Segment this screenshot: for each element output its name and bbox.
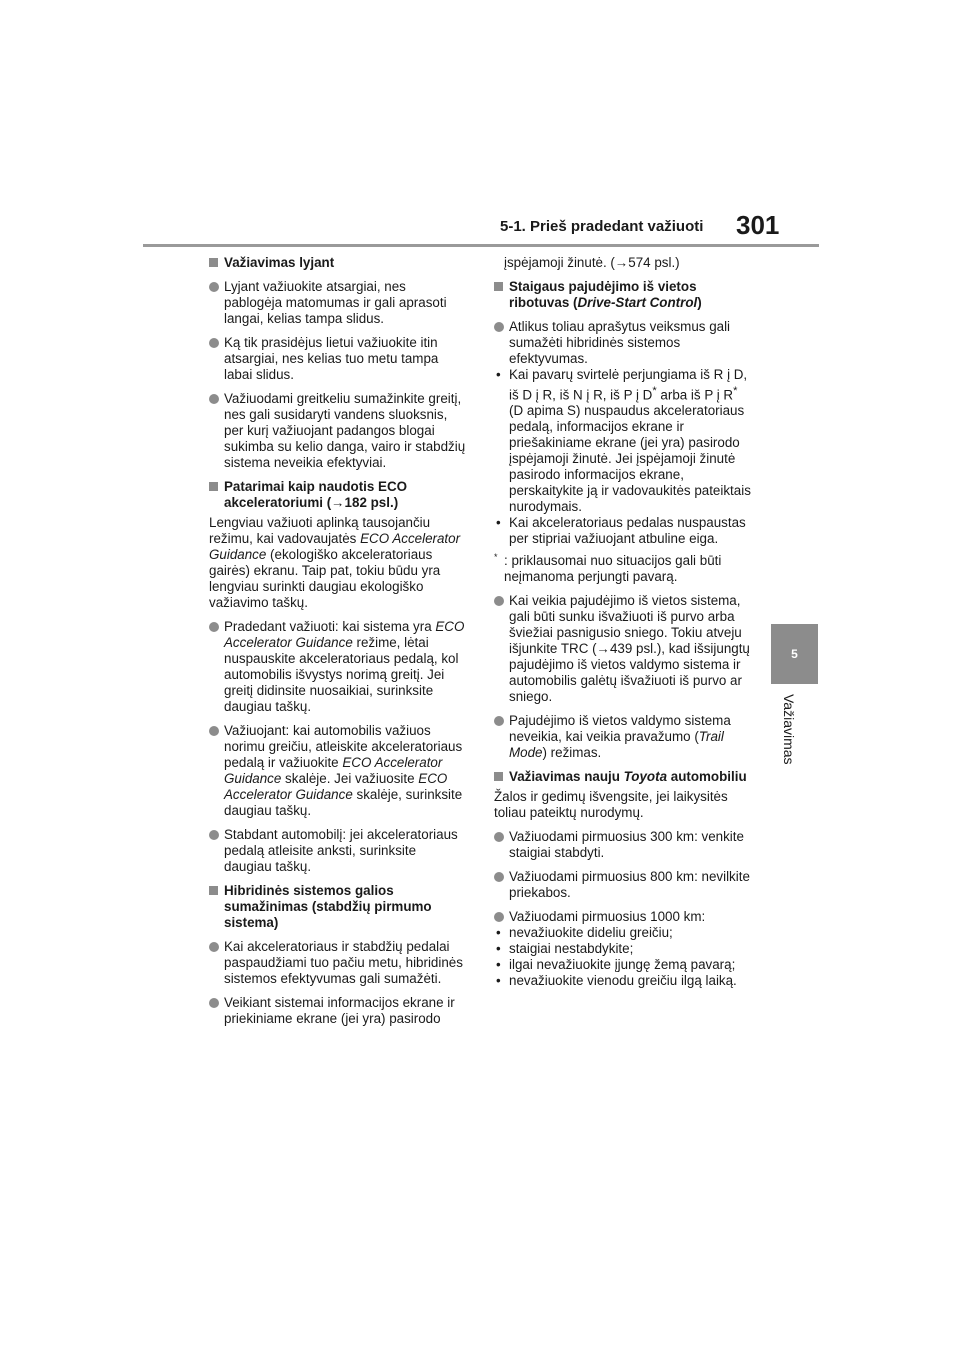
dash-item: • staigiai nestabdykite; [494, 941, 752, 957]
list-item: Atlikus toliau aprašytus veiksmus gali sumažėti hibridinės sistemos efektyvumas. [494, 319, 752, 367]
chapter-label-text: Važiavimas [781, 694, 797, 765]
right-column [494, 255, 752, 989]
dash-item: • Kai akceleratoriaus pedalas nuspaustas per stipriai važiuojant atbuline eiga. [494, 515, 752, 547]
list-item: Važiuojant: kai automobilis važiuos norimu greičiu, atleiskite akceleratoriaus pedalą ir važiuokite ECO Accelerator Guidance skalėje. Jei važiuosite ECO Accelerator Guidance skalėje, surinksite daugiau taškų. [209, 723, 467, 819]
paragraph: Žalos ir gedimų išvengsite, jei laikysitės toliau pateiktų nurodymų. [494, 789, 728, 821]
paragraph: Lengviau važiuoti aplinką tausojančiu režimu, kai vadovaujatės ECO Accelerator Guidance (ekologiško akceleratoriaus gairės) ekranu. Taip pat, tokiu būdu yra lengviau surinkti daugiau ekologiško važiavimo taškų. [209, 515, 461, 610]
list-item: Lyjant važiuokite atsargiai, nes pablogėja matomumas ir gali aprasoti langai, kelias tampa slidus. [209, 279, 467, 327]
section-title: 5-1. Prieš pradedant važiuoti [500, 218, 704, 235]
list-item: Važiuodami pirmuosius 800 km: nevilkite priekabos. [494, 869, 752, 901]
section-heading-rain: Važiavimas lyjant [209, 255, 467, 271]
chapter-number: 5 [791, 647, 798, 661]
dash-item: • Kai pavarų svirtelė perjungiama iš R į D, iš D į R, iš N į R, iš P į D* arba iš P į R* (D apima S) nuspaudus akceleratoriaus pedalą, informacijos ekrane ir priešakiniame ekrane (jei yra) pasirodo įspėjamoji žinutė. Jei įspėjamoji žinutė pasirodo informacijos ekrane, perskaitykite ją ir vadovaukitės pateiktais nurodymais. [494, 367, 752, 515]
list-item: Važiuodami pirmuosius 1000 km: [494, 909, 752, 925]
list-item: Kai akceleratoriaus ir stabdžių pedalai paspaudžiami tuo pačiu metu, hibridinės sistemos efektyvumas gali sumažėti. [209, 939, 467, 987]
section-heading-drive-start-control: Staigaus pajudėjimo iš vietos ribotuvas (Drive-Start Control) [494, 279, 752, 311]
continued-text: įspėjamoji žinutė. (→574 psl.) [504, 255, 680, 270]
list-item: Važiuodami pirmuosius 300 km: venkite staigiai stabdyti. [494, 829, 752, 861]
list-item: Pradedant važiuoti: kai sistema yra ECO Accelerator Guidance režime, lėtai nuspauskite akceleratoriaus pedalą, kol automobilis išvystys norimą greitį. Jei greitį didinsite nuosaikiai, surinksite daugiau taškų. [209, 619, 467, 715]
footnote: * : priklausomai nuo situacijos gali būti neįmanoma perjungti pavarą. [494, 552, 722, 585]
list-item: Veikiant sistemai informacijos ekrane ir priekiniame ekrane (jei yra) pasirodo [209, 995, 467, 1027]
list-item: Pajudėjimo iš vietos valdymo sistema neveikia, kai veikia pravažumo (Trail Mode) režimas. [494, 713, 752, 761]
list-item: Kai veikia pajudėjimo iš vietos sistema, gali būti sunku išvažiuoti iš purvo arba šviežiai pasnigusio sniego. Tokiu atveju išjunkite TRC (→439 psl.), kad išsijungtų pajudėjimo iš vietos valdymo sistema ir automobilis galėtų išvažiuoti iš purvo ar sniego. [494, 593, 752, 705]
list-item: Stabdant automobilį: jei akceleratoriaus pedalą atleisite anksti, surinksite daugiau taškų. [209, 827, 467, 875]
left-column [209, 255, 467, 1027]
page-number: 301 [736, 210, 780, 240]
section-heading-eco: Patarimai kaip naudotis ECO akceleratoriumi (→182 psl.) [209, 479, 467, 511]
list-item: Ką tik prasidėjus lietui važiuokite itin atsargiai, nes kelias tuo metu tampa labai slidus. [209, 335, 467, 383]
dash-item: • nevažiuokite vienodu greičiu ilgą laiką. [494, 973, 752, 989]
section-heading-brake-override: Hibridinės sistemos galios sumažinimas (stabdžių pirmumo sistema) [209, 883, 467, 931]
dash-item: • ilgai nevažiuokite įjungę žemą pavarą; [494, 957, 752, 973]
section-heading-new-vehicle: Važiavimas nauju Toyota automobiliu [494, 769, 752, 785]
dash-item: • nevažiuokite dideliu greičiu; [494, 925, 752, 941]
list-item: Važiuodami greitkeliu sumažinkite greitį, nes gali susidaryti vandens sluoksnis, per kurį važiuojant padangos blogai sukimba su kelio danga, vairo ir stabdžių sistema neveikia efektyviai. [209, 391, 467, 471]
header-divider [143, 244, 819, 247]
chapter-label [781, 694, 801, 784]
chapter-tab [771, 624, 818, 684]
